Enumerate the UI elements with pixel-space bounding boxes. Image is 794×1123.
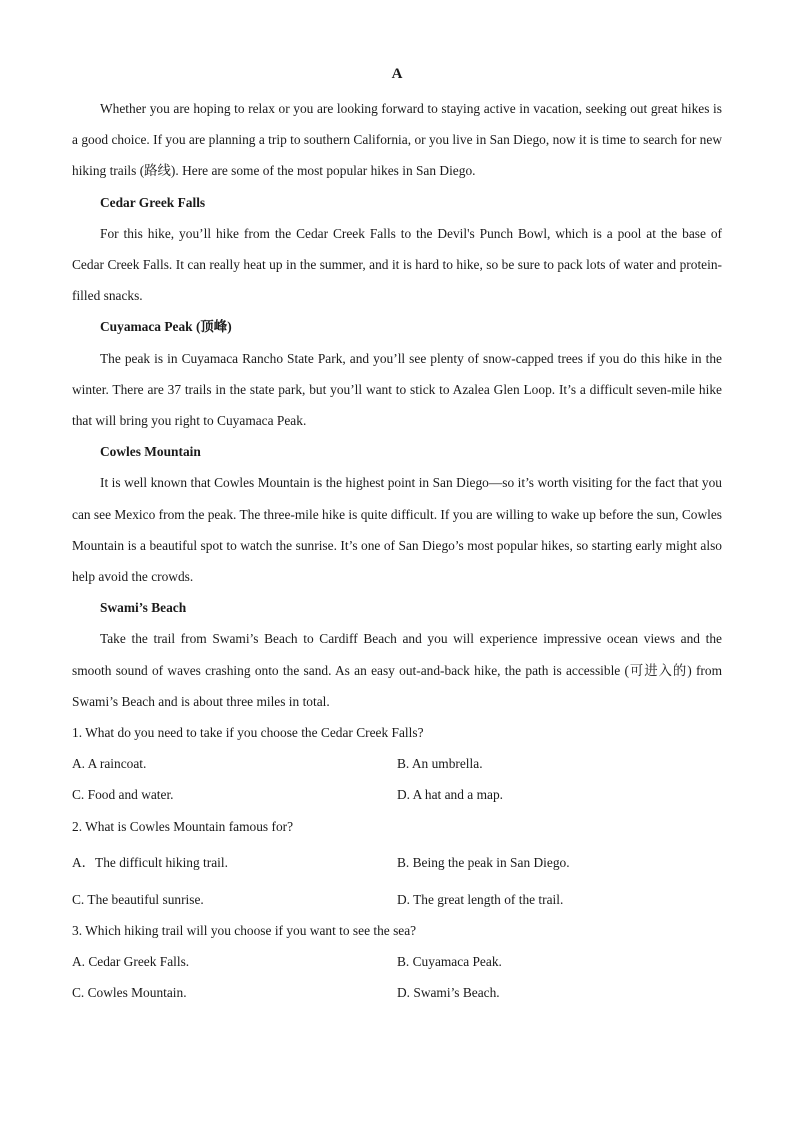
- options-row: [72, 842, 722, 884]
- option-a: A．The difficult hiking trail.: [72, 854, 228, 870]
- question-stem: 2. What is Cowles Mountain famous for?: [72, 818, 294, 834]
- option-c: C. Cowles Mountain.: [72, 985, 187, 1001]
- options-row: [72, 748, 722, 779]
- option-c: C. The beautiful sunrise.: [72, 891, 204, 907]
- option-b: B. Being the peak in San Diego.: [397, 854, 570, 870]
- options-row: [72, 779, 722, 810]
- trail-heading: Swami’s Beach: [100, 600, 187, 616]
- option-d: D. A hat and a map.: [397, 787, 503, 803]
- section-title: A: [391, 66, 403, 82]
- trail-paragraph: Take the trail from Swami’s Beach to Cardiff Beach and you will experience impressive ocean views and the smooth sound of waves crashing onto the sand. As an easy out-and-back hike, the path is accessible (可进入的) from Swami’s Beach and is about three miles in total.: [72, 631, 722, 709]
- option-a: A. Cedar Greek Falls.: [72, 954, 190, 970]
- question-stem: 1. What do you need to take if you choose the Cedar Creek Falls?: [72, 725, 424, 741]
- options-row: [72, 884, 722, 915]
- intro-paragraph: Whether you are hoping to relax or you are looking forward to staying active in vacation, seeking out great hikes is a good choice. If you are planning a trip to southern California, or you live in San Diego, now it is time to search for new hiking trails (路线). Here are some of the most popular hikes in San Diego.: [72, 101, 722, 179]
- option-a: A. A raincoat.: [72, 756, 147, 772]
- option-c: C. Food and water.: [72, 787, 174, 803]
- trail-paragraph: The peak is in Cuyamaca Rancho State Park, and you’ll see plenty of snow-capped trees if you do this hike in the winter. There are 37 trails in the state park, but you’ll want to stick to Azalea Glen Loop. It’s a difficult seven-mile hike that will bring you right to Cuyamaca Peak.: [72, 350, 722, 429]
- options-row: [72, 946, 722, 977]
- option-d: D. The great length of the trail.: [397, 891, 564, 907]
- trail-paragraph: For this hike, you’ll hike from the Cedar Creek Falls to the Devil's Punch Bowl, which is a pool at the base of Cedar Creek Falls. It can really heat up in the summer, and it is hard to hike, so be sure to pack lots of water and protein-filled snacks.: [72, 225, 722, 304]
- trail-paragraph: It is well known that Cowles Mountain is the highest point in San Diego—so it’s worth visiting for the fact that you can see Mexico from the peak. The three-mile hike is quite difficult. If you are willing to wake up before the sun, Cowles Mountain is a beautiful spot to watch the sunrise. It’s one of San Diego’s most popular hikes, so starting early might also help avoid the crowds.: [72, 475, 722, 585]
- options-row: [72, 977, 722, 1008]
- passage-body: [72, 93, 722, 1009]
- question-stem: 3. Which hiking trail will you choose if you want to see the sea?: [72, 923, 417, 939]
- option-d: D. Swami’s Beach.: [397, 985, 500, 1001]
- option-b: B. Cuyamaca Peak.: [397, 954, 502, 970]
- trail-heading: Cowles Mountain: [100, 444, 201, 460]
- trail-heading: Cuyamaca Peak (顶峰): [100, 319, 232, 335]
- trail-heading: Cedar Greek Falls: [100, 194, 206, 210]
- option-b: B. An umbrella.: [397, 756, 483, 772]
